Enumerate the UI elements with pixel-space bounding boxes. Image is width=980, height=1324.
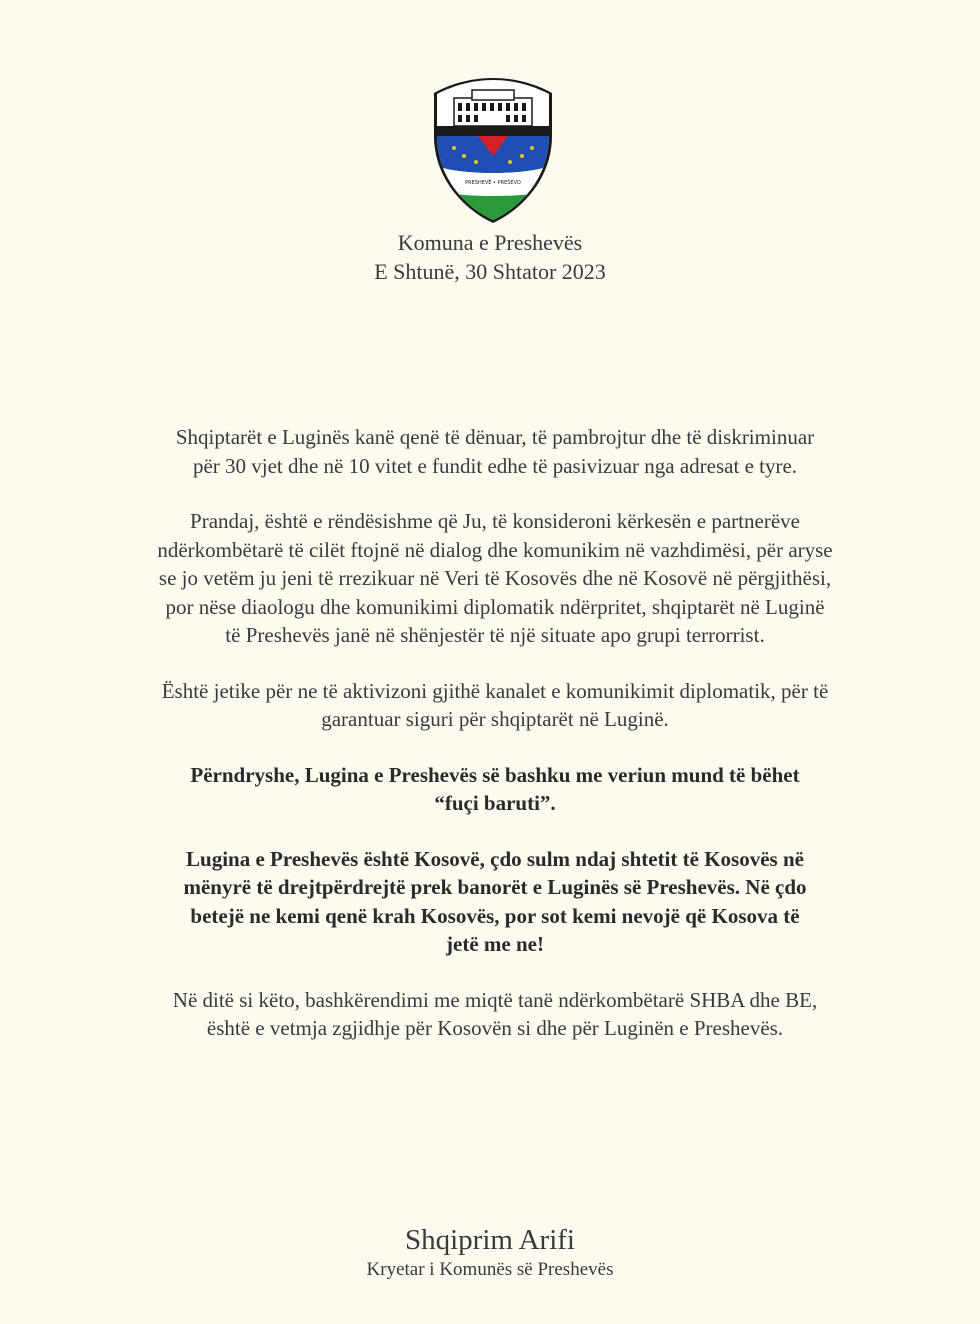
paragraph-line: Përndryshe, Lugina e Preshevës së bashku me veriun mund të bëhet [190,762,800,787]
paragraph-line: është e vetmja zgjidhje për Kosovën si dhe për Luginën e Preshevës. [206,1016,784,1040]
paragraph-line: Lugina e Preshevës është Kosovë, çdo sulm ndaj shtetit të Kosovës në [186,846,804,871]
paragraph-line: ndërkombëtarë të cilët ftojnë në dialog dhe komunikim në vazhdimësi, për aryse [157,537,833,562]
letter-body [50,423,940,1070]
paragraph-line: por nëse diaologu dhe komunikimi diplomatik ndërpritet, shqiptarët në Luginë [165,594,825,619]
paragraph-line: Shqiptarët e Luginës kanë qenë të dënuar, të pambrojtur dhe të diskriminuar [175,425,815,449]
signature-block [0,1223,980,1283]
paragraph-line: mënyrë të drejtpërdrejtë prek banorët e Luginës së Preshevës. Në çdo [183,875,807,899]
paragraph-4 [50,761,940,818]
paragraph-line: për 30 vjet dhe në 10 vitet e fundit edhe të pasivizuar nga adresat e tyre. [192,453,798,478]
signatory-title: Kryetar i Komunës së Preshevës [366,1259,614,1280]
paragraph-line: “fuçi baruti”. [434,791,556,815]
paragraph-line: Në ditë si këto, bashkërendimi me miqtë tanë ndërkombëtarë SHBA dhe BE, [172,987,818,1012]
paragraph-5 [50,845,940,959]
paragraph-line: të Preshevës janë në shënjestër të një situate apo grupi terrorrist. [225,623,765,647]
paragraph-line: se jo vetëm ju jeni të rrezikuar në Veri të Kosovës dhe në Kosovë në përgjithësi, [158,566,832,590]
paragraph-1 [50,423,940,480]
paragraph-line: jetë me ne! [446,932,544,956]
letter-date: E Shtunë, 30 Shtator 2023 [374,259,606,284]
municipality-emblem-icon [432,76,554,224]
letter-header [0,228,980,286]
paragraph-line: betejë ne kemi qenë krah Kosovës, por sot kemi nevojë që Kosova të [190,903,800,928]
municipality-name: Komuna e Preshevës [397,230,583,255]
paragraph-6 [50,986,940,1043]
paragraph-line: Është jetike për ne të aktivizoni gjithë kanalet e komunikimit diplomatik, për të [161,678,829,703]
paragraph-2 [50,507,940,650]
emblem-caption: PRESHEVË • PREŠEVO [465,180,521,186]
paragraph-3 [50,677,940,734]
signatory-name: Shqiprim Arifi [405,1224,575,1256]
paragraph-line: garantuar siguri për shqiptarët në Luginë. [321,707,669,731]
paragraph-line: Prandaj, është e rëndësishme që Ju, të konsideroni kërkesën e partnerëve [190,509,800,533]
